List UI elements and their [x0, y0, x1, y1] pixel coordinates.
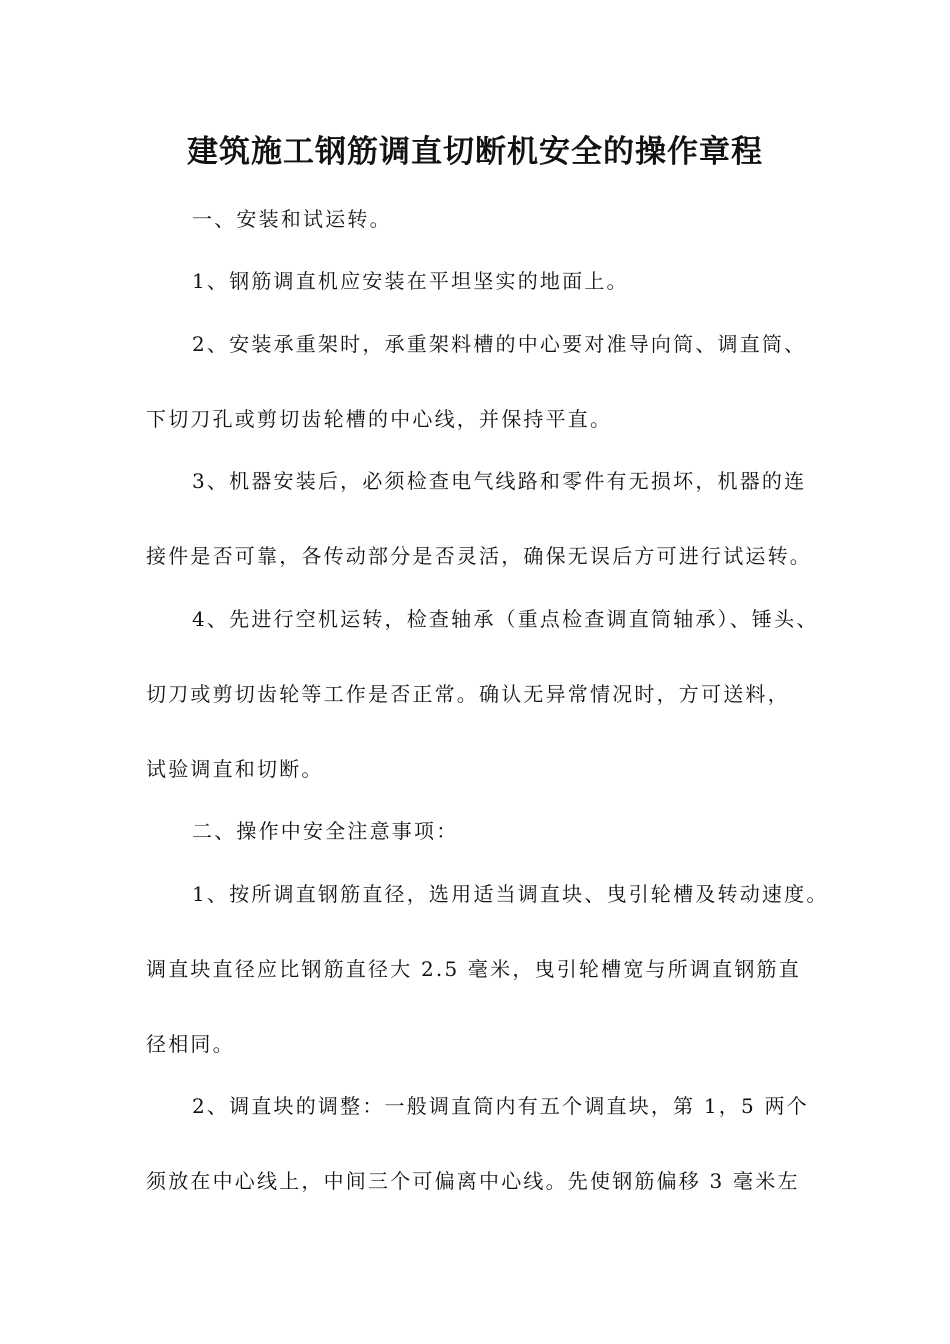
section-heading-safety: 二、操作中安全注意事项：	[192, 819, 459, 843]
paragraph-line: 1、钢筋调直机应安装在平坦坚实的地面上。	[192, 269, 629, 293]
paragraph-line: 径相同。	[146, 1032, 235, 1056]
paragraph-line: 下切刀孔或剪切齿轮槽的中心线，并保持平直。	[146, 407, 613, 431]
paragraph-line: 2、调直块的调整：一般调直筒内有五个调直块，第 1，5 两个	[192, 1094, 809, 1118]
paragraph-line: 4、先进行空机运转，检查轴承（重点检查调直筒轴承）、锤头、	[192, 607, 819, 631]
document-title: 建筑施工钢筋调直切断机安全的操作章程	[187, 134, 763, 170]
paragraph-line: 1、按所调直钢筋直径，选用适当调直块、曳引轮槽及转动速度。	[192, 882, 829, 906]
paragraph-line: 试验调直和切断。	[146, 757, 324, 781]
paragraph-line: 调直块直径应比钢筋直径大 2.5 毫米，曳引轮槽宽与所调直钢筋直	[146, 957, 801, 981]
paragraph-line: 2、安装承重架时，承重架料槽的中心要对准导向筒、调直筒、	[192, 332, 807, 356]
paragraph-line: 须放在中心线上，中间三个可偏离中心线。先使钢筋偏移 3 毫米左	[146, 1169, 800, 1193]
paragraph-line: 接件是否可靠，各传动部分是否灵活，确保无误后方可进行试运转。	[146, 544, 812, 568]
section-heading-installation: 一、安装和试运转。	[192, 207, 392, 231]
paragraph-line: 切刀或剪切齿轮等工作是否正常。确认无异常情况时，方可送料，	[146, 682, 790, 706]
paragraph-line: 3、机器安装后，必须检查电气线路和零件有无损坏，机器的连	[192, 469, 807, 493]
